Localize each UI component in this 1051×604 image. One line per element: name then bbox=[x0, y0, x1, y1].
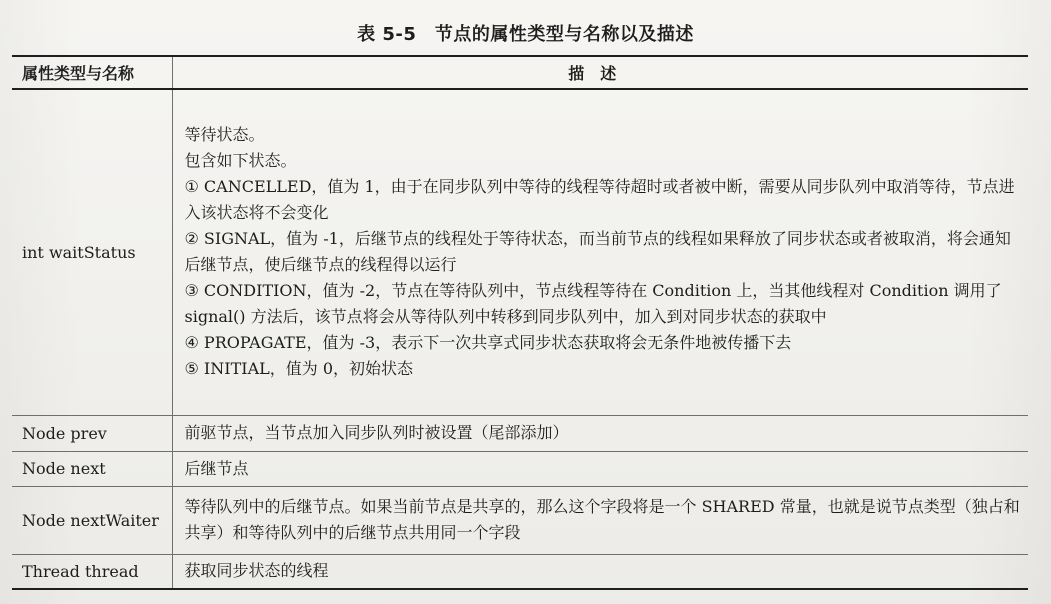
table-row bbox=[12, 554, 1028, 589]
row-description-next bbox=[172, 451, 1028, 486]
description-line: 等待队列中的后继节点。如果当前节点是共享的，那么这个字段将是一个 SHARED 常量，也就是说节点类型（独占和共享）和等待队列中的后继节点共用同一个字段 bbox=[184, 497, 1020, 542]
description-line: 后继节点 bbox=[184, 458, 249, 478]
table-row bbox=[12, 451, 1028, 486]
row-name-next: Node next bbox=[12, 451, 172, 486]
row-description-next-waiter bbox=[172, 486, 1028, 554]
description-line: ② SIGNAL，值为 -1，后继节点的线程处于等待状态，而当前节点的线程如果释放了同步状态或者被取消，将会通知后继节点，使后继节点的线程得以运行 bbox=[184, 229, 1011, 275]
row-name-next-waiter: Node nextWaiter bbox=[12, 486, 172, 554]
description-line: 等待状态。 bbox=[184, 125, 265, 145]
row-description-thread bbox=[172, 554, 1028, 589]
row-name-prev: Node prev bbox=[12, 415, 172, 451]
row-name-thread: Thread thread bbox=[12, 554, 172, 589]
attribute-table-wrapper bbox=[12, 55, 1028, 589]
row-description-prev bbox=[172, 415, 1028, 451]
description-line: ④ PROPAGATE，值为 -3，表示下一次共享式同步状态获取将会无条件地被传播下去 bbox=[184, 333, 792, 353]
row-name-wait-status: int waitStatus bbox=[12, 89, 172, 415]
description-line: ③ CONDITION，值为 -2，节点在等待队列中，节点线程等待在 Condition 上，当其他线程对 Condition 调用了 signal() 方法后，该节点将会从等待队列中转移到同步队列中，加入到对同步状态的获取中 bbox=[184, 281, 1007, 327]
description-line: ① CANCELLED，值为 1，由于在同步队列中等待的线程等待超时或者被中断，需要从同步队列中取消等待，节点进入该状态将不会变化 bbox=[184, 177, 1015, 223]
table-row bbox=[12, 415, 1028, 451]
table-header-row bbox=[12, 56, 1028, 89]
attribute-table bbox=[12, 55, 1028, 590]
row-description-wait-status bbox=[172, 89, 1028, 415]
description-line: ⑤ INITIAL，值为 0，初始状态 bbox=[184, 359, 414, 379]
header-attribute-type-name: 属性类型与名称 bbox=[12, 56, 172, 89]
table-caption: 表 5-5 节点的属性类型与名称以及描述 bbox=[357, 24, 694, 45]
description-line: 前驱节点，当节点加入同步队列时被设置（尾部添加） bbox=[184, 423, 569, 442]
header-description: 描述 bbox=[172, 56, 1028, 89]
table-row bbox=[12, 486, 1028, 554]
description-line: 获取同步状态的线程 bbox=[184, 561, 329, 581]
table-row bbox=[12, 89, 1028, 415]
description-line: 包含如下状态。 bbox=[184, 151, 297, 171]
